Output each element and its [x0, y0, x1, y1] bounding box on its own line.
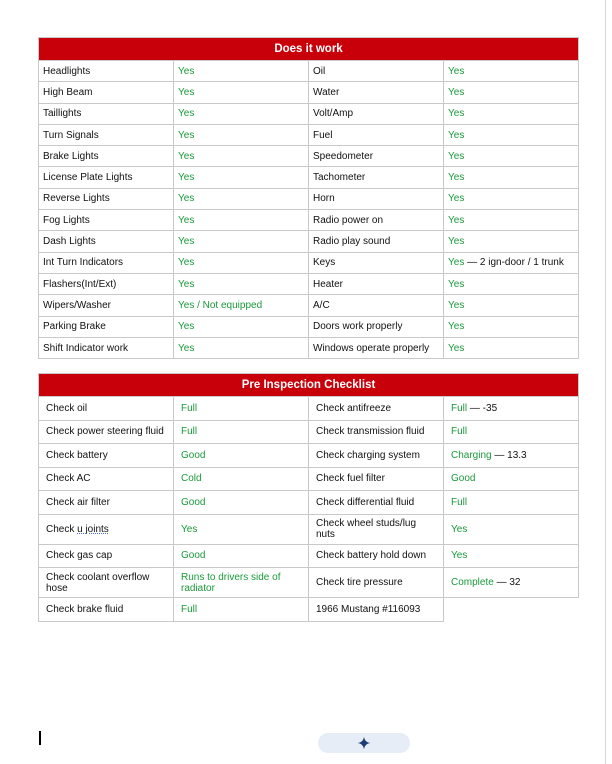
item-value: Full	[444, 420, 579, 444]
item-label: Oil	[309, 61, 444, 82]
item-value: Yes	[444, 273, 579, 294]
item-value: Yes	[174, 61, 309, 82]
item-value: Yes	[444, 124, 579, 145]
item-value: Yes	[444, 337, 579, 358]
item-value: Yes	[444, 188, 579, 209]
item-value: Yes	[444, 231, 579, 252]
table-title: Pre Inspection Checklist	[39, 374, 579, 397]
table-row	[39, 82, 579, 103]
item-label: Windows operate properly	[309, 337, 444, 358]
item-value: Yes	[174, 146, 309, 167]
table-row	[39, 252, 579, 273]
table-row	[39, 598, 579, 622]
item-label: Check differential fluid	[309, 491, 444, 515]
item-label: Reverse Lights	[39, 188, 174, 209]
item-value: Yes	[174, 316, 309, 337]
item-label: Water	[309, 82, 444, 103]
item-value: Yes	[444, 210, 579, 231]
item-value: Charging — 13.3	[444, 444, 579, 468]
item-label: Radio play sound	[309, 231, 444, 252]
item-label: Headlights	[39, 61, 174, 82]
item-label: Check AC	[39, 467, 174, 491]
item-value: Yes	[444, 146, 579, 167]
item-label: Tachometer	[309, 167, 444, 188]
item-value: Yes	[174, 167, 309, 188]
item-label: Check antifreeze	[309, 397, 444, 421]
table-row	[39, 231, 579, 252]
item-value: Yes	[174, 82, 309, 103]
item-label: Check oil	[39, 397, 174, 421]
item-label: Flashers(Int/Ext)	[39, 273, 174, 294]
item-value: Full	[174, 598, 309, 622]
item-label: Heater	[309, 273, 444, 294]
table-title: Does it work	[39, 38, 579, 61]
item-value: Full	[174, 397, 309, 421]
item-label: Volt/Amp	[309, 103, 444, 124]
item-label: Check tire pressure	[309, 568, 444, 598]
item-label: Check wheel studs/lug nuts	[309, 514, 444, 544]
table-row	[39, 210, 579, 231]
item-value: Good	[174, 444, 309, 468]
item-value: Full	[444, 491, 579, 515]
table-row	[39, 337, 579, 358]
item-label: Dash Lights	[39, 231, 174, 252]
table-row	[39, 568, 579, 598]
item-value: Yes	[174, 124, 309, 145]
table-row	[39, 397, 579, 421]
item-value: Yes	[444, 544, 579, 568]
item-value: Yes	[444, 514, 579, 544]
item-label: Fuel	[309, 124, 444, 145]
item-label: Check coolant overflow hose	[39, 568, 174, 598]
item-label: Check transmission fluid	[309, 420, 444, 444]
table-row	[39, 103, 579, 124]
item-label: Parking Brake	[39, 316, 174, 337]
table-row	[39, 444, 579, 468]
item-label: Shift Indicator work	[39, 337, 174, 358]
item-value: Yes	[444, 295, 579, 316]
item-label: Wipers/Washer	[39, 295, 174, 316]
text-cursor	[39, 731, 41, 745]
table-row	[39, 420, 579, 444]
item-value: Yes	[174, 514, 309, 544]
item-label: Check brake fluid	[39, 598, 174, 622]
item-value: Yes	[174, 103, 309, 124]
pre-inspection-checklist-table	[38, 373, 579, 622]
gemini-assist-button[interactable]	[318, 733, 410, 753]
item-label: Int Turn Indicators	[39, 252, 174, 273]
item-label: Brake Lights	[39, 146, 174, 167]
item-label: Taillights	[39, 103, 174, 124]
item-label: Check charging system	[309, 444, 444, 468]
vehicle-id: 1966 Mustang #116093	[309, 598, 444, 622]
item-value: Full — -35	[444, 397, 579, 421]
item-value: Cold	[174, 467, 309, 491]
table-row	[39, 124, 579, 145]
item-value: Yes	[174, 210, 309, 231]
item-label: Radio power on	[309, 210, 444, 231]
item-value: Full	[174, 420, 309, 444]
table-row	[39, 167, 579, 188]
item-label: Doors work properly	[309, 316, 444, 337]
table-row	[39, 273, 579, 294]
item-value: Yes	[444, 61, 579, 82]
item-value: Good	[444, 467, 579, 491]
item-value: Yes	[174, 273, 309, 294]
table-row	[39, 146, 579, 167]
spelling-flagged-word: u joints	[77, 523, 109, 535]
table-row	[39, 544, 579, 568]
table-row	[39, 514, 579, 544]
item-label: Check air filter	[39, 491, 174, 515]
empty-cell	[444, 598, 579, 622]
item-value: Good	[174, 491, 309, 515]
item-value: Yes — 2 ign-door / 1 trunk	[444, 252, 579, 273]
item-value: Yes	[174, 337, 309, 358]
item-label: High Beam	[39, 82, 174, 103]
item-value: Yes	[444, 316, 579, 337]
item-value: Yes	[444, 82, 579, 103]
item-label: Check power steering fluid	[39, 420, 174, 444]
item-label: Turn Signals	[39, 124, 174, 145]
table-row	[39, 61, 579, 82]
item-label: Fog Lights	[39, 210, 174, 231]
item-value: Complete — 32	[444, 568, 579, 598]
table-row	[39, 491, 579, 515]
does-it-work-table	[38, 37, 579, 359]
item-label: Check fuel filter	[309, 467, 444, 491]
item-value: Runs to drivers side of radiator	[174, 568, 309, 598]
item-value: Yes	[174, 252, 309, 273]
table-row	[39, 467, 579, 491]
item-label: Check battery hold down	[309, 544, 444, 568]
table-row	[39, 316, 579, 337]
item-label: Check gas cap	[39, 544, 174, 568]
sparkle-icon	[357, 736, 371, 750]
item-label: Check battery	[39, 444, 174, 468]
item-value: Yes	[174, 188, 309, 209]
item-value: Yes	[174, 231, 309, 252]
item-value: Yes	[444, 167, 579, 188]
item-value: Good	[174, 544, 309, 568]
item-label: Check u joints	[39, 514, 174, 544]
item-label: License Plate Lights	[39, 167, 174, 188]
item-value: Yes / Not equipped	[174, 295, 309, 316]
item-label: A/C	[309, 295, 444, 316]
item-label: Keys	[309, 252, 444, 273]
table-row	[39, 188, 579, 209]
table-row	[39, 295, 579, 316]
item-label: Speedometer	[309, 146, 444, 167]
item-label: Horn	[309, 188, 444, 209]
item-value: Yes	[444, 103, 579, 124]
